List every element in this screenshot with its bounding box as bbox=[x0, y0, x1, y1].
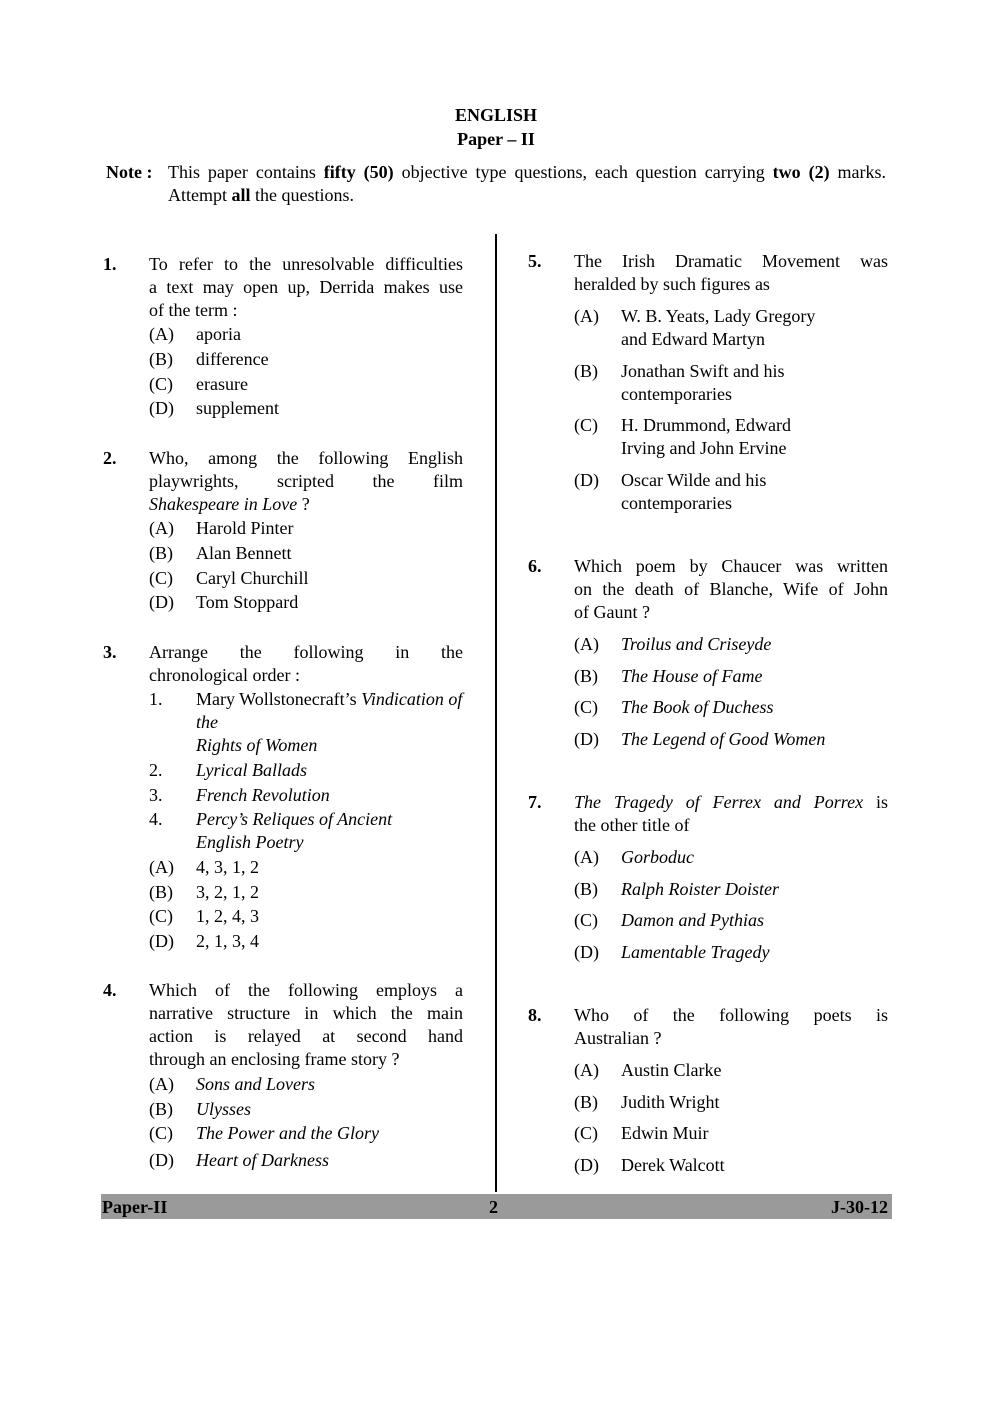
question-text: Who of the following poets is Australian ? bbox=[574, 1005, 888, 1048]
footer-paper-label: Paper-II bbox=[102, 1197, 168, 1217]
paper-title: ENGLISH bbox=[454, 105, 538, 125]
question-number: 6. bbox=[528, 556, 542, 576]
column-divider bbox=[495, 234, 497, 1192]
note-label: Note : bbox=[106, 162, 153, 182]
page-footer bbox=[101, 1194, 892, 1219]
paper-subtitle: Paper – II bbox=[457, 129, 535, 149]
question-number: 5. bbox=[528, 251, 542, 271]
question-number: 3. bbox=[103, 642, 117, 662]
footer-code: J-30-12 bbox=[831, 1197, 888, 1217]
question-text: Who, among the following English playwrights, scripted the film Shakespeare in Love ? bbox=[149, 448, 463, 514]
question-text: The Tragedy of Ferrex and Porrex is the other title of bbox=[574, 792, 888, 835]
question-number: 1. bbox=[103, 254, 117, 274]
question-number: 2. bbox=[103, 448, 117, 468]
question-text: Which of the following employs a narrative structure in which the main action is relayed at second hand through an enclosing frame story ? bbox=[149, 980, 463, 1069]
question-text: To refer to the unresolvable difficulties a text may open up, Derrida makes use of the term : bbox=[149, 254, 463, 320]
question-text: Arrange the following in the chronological order : bbox=[149, 642, 463, 685]
note-text: This paper contains fifty (50) objective type questions, each question carrying two (2) marks. Attempt all the questions. bbox=[168, 162, 886, 205]
question-number: 7. bbox=[528, 792, 542, 812]
question-text: Which poem by Chaucer was written on the death of Blanche, Wife of John of Gaunt ? bbox=[574, 556, 888, 622]
page-number: 2 bbox=[489, 1197, 498, 1217]
question-number: 4. bbox=[103, 980, 117, 1000]
question-text: The Irish Dramatic Movement was heralded by such figures as bbox=[574, 251, 888, 294]
question-number: 8. bbox=[528, 1005, 542, 1025]
